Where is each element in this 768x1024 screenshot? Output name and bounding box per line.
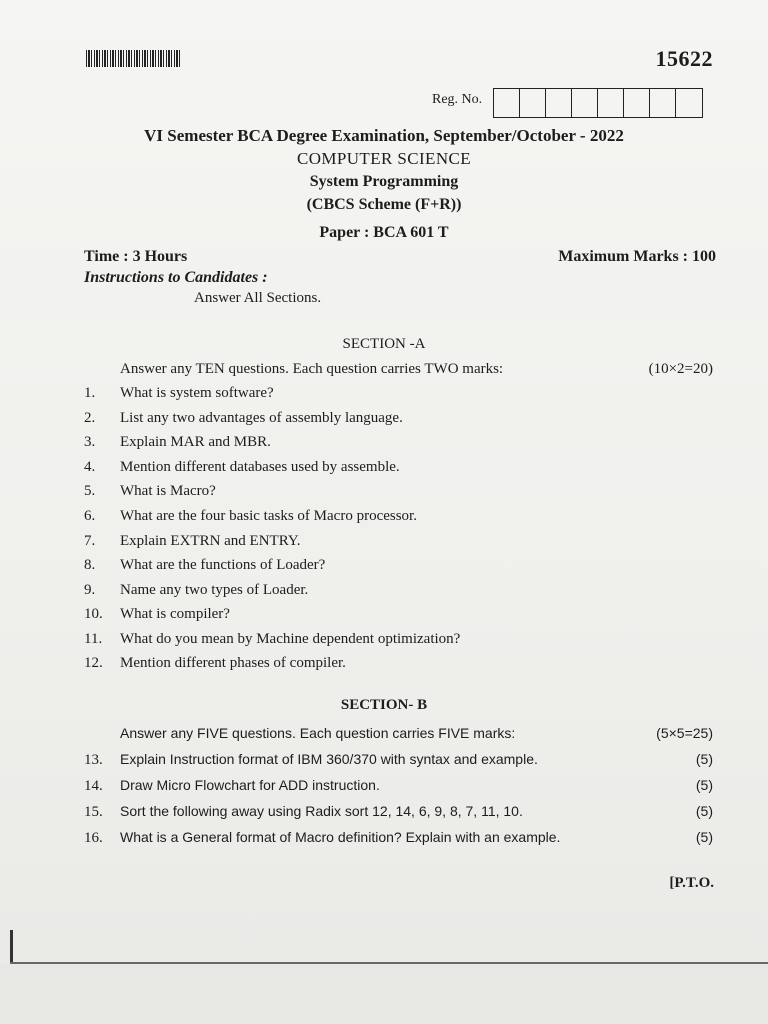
question-text: Draw Micro Flowchart for ADD instruction. <box>120 777 380 793</box>
subject-title: COMPUTER SCIENCE <box>296 149 472 168</box>
question-item <box>84 483 216 500</box>
question-number: 5. <box>84 483 96 499</box>
pto-label: [P.T.O. <box>669 875 714 891</box>
course-title: System Programming <box>309 173 459 190</box>
question-item <box>84 829 560 847</box>
question-item <box>84 655 346 672</box>
question-item <box>84 631 460 648</box>
question-item <box>84 606 230 623</box>
section-a-title: SECTION -A <box>342 336 426 352</box>
question-marks: (5) <box>695 829 713 845</box>
question-marks: (5) <box>695 803 713 819</box>
question-item <box>84 803 523 821</box>
question-number: 12. <box>84 655 103 671</box>
question-item <box>84 533 301 550</box>
question-item <box>84 751 538 769</box>
question-text: Sort the following away using Radix sort 12, 14, 6, 9, 8, 7, 11, 10. <box>120 803 523 819</box>
question-number: 4. <box>84 459 96 475</box>
question-text: What is system software? <box>120 385 274 401</box>
question-number: 15. <box>84 804 103 820</box>
reg-box <box>650 89 676 117</box>
question-number: 14. <box>84 778 103 794</box>
instructions-text: Answer All Sections. <box>194 290 322 306</box>
reg-no-boxes <box>493 88 703 118</box>
instructions-heading: Instructions to Candidates : <box>84 269 268 286</box>
question-text: What is Macro? <box>120 483 216 499</box>
question-number: 10. <box>84 606 103 622</box>
question-text: List any two advantages of assembly language. <box>120 410 403 426</box>
barcode <box>86 50 180 67</box>
paper-code: 15622 <box>655 46 713 71</box>
reg-box <box>494 89 520 117</box>
question-text: What are the four basic tasks of Macro processor. <box>120 508 417 524</box>
section-b-marks: (5×5=25) <box>656 725 713 741</box>
question-number: 7. <box>84 533 96 549</box>
question-text: Name any two types of Loader. <box>120 582 309 598</box>
question-item <box>84 777 380 795</box>
question-item <box>84 459 400 476</box>
question-item <box>84 582 308 599</box>
question-number: 1. <box>84 385 96 401</box>
section-b-title: SECTION- B <box>340 697 428 713</box>
question-marks: (5) <box>695 751 713 767</box>
question-text: Explain Instruction format of IBM 360/370 with syntax and example. <box>120 751 538 767</box>
time-label: Time : 3 Hours <box>84 248 188 265</box>
page-edge <box>10 930 13 964</box>
question-text: Mention different phases of compiler. <box>120 655 346 671</box>
paper-title: Paper : BCA 601 T <box>319 224 449 241</box>
question-text: What are the functions of Loader? <box>120 557 326 573</box>
question-number: 11. <box>84 631 103 647</box>
question-marks: (5) <box>695 777 713 793</box>
question-number: 16. <box>84 830 103 846</box>
question-item <box>84 508 417 525</box>
section-a-marks: (10×2=20) <box>648 361 713 377</box>
section-a-instruction: Answer any TEN questions. Each question carries TWO marks: <box>120 361 504 377</box>
question-number: 6. <box>84 508 96 524</box>
exam-title: VI Semester BCA Degree Examination, September/October - 2022 <box>144 126 624 145</box>
question-item <box>84 385 274 402</box>
reg-box <box>572 89 598 117</box>
scheme-title: (CBCS Scheme (F+R)) <box>306 196 462 213</box>
question-text: Mention different databases used by assemble. <box>120 459 400 475</box>
question-item <box>84 557 325 574</box>
reg-box <box>624 89 650 117</box>
reg-box <box>546 89 572 117</box>
reg-no-label: Reg. No. <box>432 92 483 107</box>
max-marks-label: Maximum Marks : 100 <box>558 248 716 265</box>
scan-margin <box>0 964 768 1024</box>
question-number: 2. <box>84 410 96 426</box>
section-b-instruction: Answer any FIVE questions. Each question carries FIVE marks: <box>120 725 516 741</box>
reg-box <box>676 89 702 117</box>
reg-box <box>520 89 546 117</box>
question-number: 3. <box>84 434 96 450</box>
question-text: What do you mean by Machine dependent optimization? <box>120 631 461 647</box>
reg-box <box>598 89 624 117</box>
question-text: What is a General format of Macro definition? Explain with an example. <box>120 829 561 845</box>
question-item <box>84 410 403 427</box>
question-number: 13. <box>84 752 103 768</box>
question-number: 9. <box>84 582 96 598</box>
question-item <box>84 434 271 451</box>
question-text: What is compiler? <box>120 606 230 622</box>
question-text: Explain EXTRN and ENTRY. <box>120 533 301 549</box>
question-number: 8. <box>84 557 96 573</box>
question-text: Explain MAR and MBR. <box>120 434 271 450</box>
